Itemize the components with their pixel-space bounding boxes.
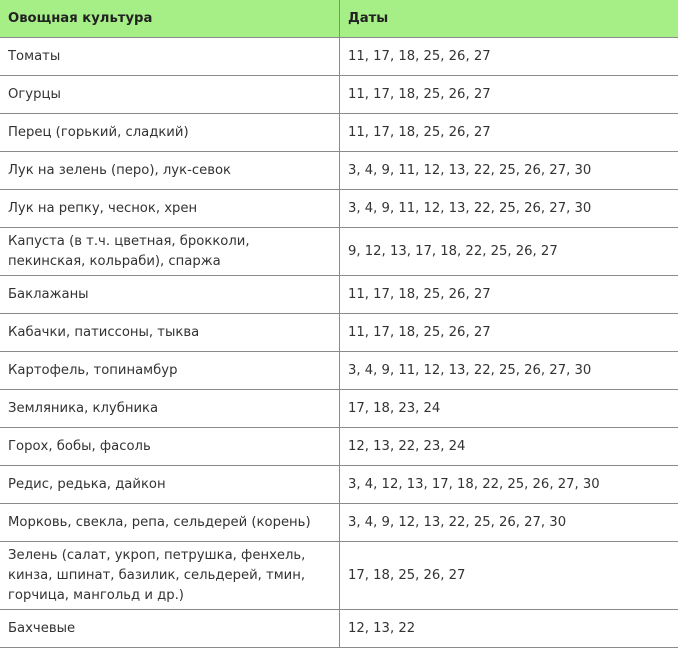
dates-cell: 12, 13, 22 [340,610,678,648]
table-row [0,228,678,276]
table-row [0,466,678,504]
crop-cell: Зелень (салат, укроп, петрушка, фенхель, кинза, шпинат, базилик, сельдерей, тмин, горчица, мангольд и др.) [0,542,340,610]
crop-cell: Картофель, топинамбур [0,352,340,390]
table-row [0,428,678,466]
crop-cell: Огурцы [0,76,340,114]
crop-cell: Лук на зелень (перо), лук-севок [0,152,340,190]
crop-cell: Капуста (в т.ч. цветная, брокколи, пекинская, кольраби), спаржа [0,228,340,276]
table-row [0,610,678,648]
table-row [0,352,678,390]
table-header-row [0,0,678,38]
dates-cell: 17, 18, 25, 26, 27 [340,542,678,610]
crop-cell: Горох, бобы, фасоль [0,428,340,466]
crop-cell: Перец (горький, сладкий) [0,114,340,152]
crop-cell: Баклажаны [0,276,340,314]
table-row [0,76,678,114]
crop-cell: Морковь, свекла, репа, сельдерей (корень) [0,504,340,542]
dates-cell: 3, 4, 9, 11, 12, 13, 22, 25, 26, 27, 30 [340,190,678,228]
dates-cell: 11, 17, 18, 25, 26, 27 [340,76,678,114]
table-row [0,152,678,190]
table-row [0,390,678,428]
table-row [0,114,678,152]
dates-cell: 3, 4, 9, 12, 13, 22, 25, 26, 27, 30 [340,504,678,542]
crop-cell: Лук на репку, чеснок, хрен [0,190,340,228]
dates-cell: 11, 17, 18, 25, 26, 27 [340,38,678,76]
dates-cell: 11, 17, 18, 25, 26, 27 [340,314,678,352]
dates-cell: 11, 17, 18, 25, 26, 27 [340,114,678,152]
table-row [0,314,678,352]
header-crop: Овощная культура [0,0,340,38]
dates-cell: 3, 4, 9, 11, 12, 13, 22, 25, 26, 27, 30 [340,152,678,190]
table-row [0,504,678,542]
dates-cell: 9, 12, 13, 17, 18, 22, 25, 26, 27 [340,228,678,276]
crop-cell: Кабачки, патиссоны, тыква [0,314,340,352]
dates-cell: 12, 13, 22, 23, 24 [340,428,678,466]
table-row [0,542,678,610]
dates-cell: 3, 4, 12, 13, 17, 18, 22, 25, 26, 27, 30 [340,466,678,504]
dates-cell: 3, 4, 9, 11, 12, 13, 22, 25, 26, 27, 30 [340,352,678,390]
table-row [0,38,678,76]
crop-cell: Бахчевые [0,610,340,648]
dates-cell: 17, 18, 23, 24 [340,390,678,428]
table-row [0,190,678,228]
table-row [0,276,678,314]
dates-cell: 11, 17, 18, 25, 26, 27 [340,276,678,314]
crop-cell: Земляника, клубника [0,390,340,428]
crop-cell: Редис, редька, дайкон [0,466,340,504]
crop-cell: Томаты [0,38,340,76]
header-dates: Даты [340,0,678,38]
